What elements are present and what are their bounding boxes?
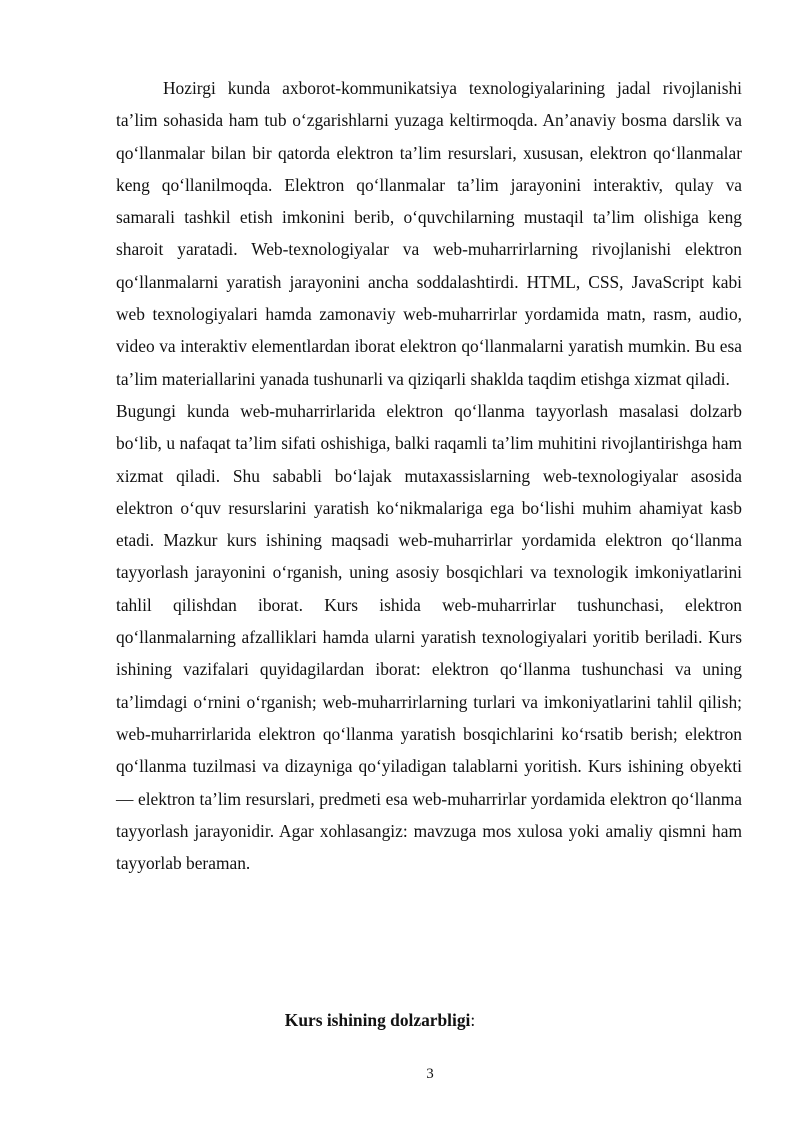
paragraph-relevance: Bugungi kunda web-muharrirlarida elektron qo‘llanma tayyorlash masalasi dolzarb bo‘lib, u nafaqat ta’lim sifati oshishiga, balki raqamli ta’lim muhitini rivojlantirishga ham xizmat qiladi. Shu sababli bo‘lajak mutaxassislarning web-texnologiyalar asosida elektron o‘quv resurslarini yaratish ko‘nikmalariga ega bo‘lishi muhim ahamiyat kasb etadi. Mazkur kurs ishining maqsadi web-muharrirlar yordamida elektron qo‘llanma tayyorlash jarayonini o‘rganish, uning asosiy bosqichlari va texnologik imkoniyatlarini tahlil qilishdan iborat. Kurs ishida web-muharrirlar tushunchasi, elektron qo‘llanmalarning afzalliklari hamda ularni yaratish texnologiyalari yoritib beriladi. Kurs ishining vazifalari quyidagilardan iborat: elektron qo‘llanma tushunchasi va uning ta’limdagi o‘rnini o‘rganish; web-muharrirlarning turlari va imkoniyatlarini tahlil qilish; web-muharrirlarida elektron qo‘llanma yaratish bosqichlarini ko‘rsatib berish; elektron qo‘llanma tuzilmasi va dizayniga qo‘yiladigan talablarni yoritish. Kurs ishining obyekti — elektron ta’lim resurslari, predmeti esa web-muharrirlar yordamida elektron qo‘llanma tayyorlash jarayonidir. Agar xohlasangiz: mavzuga mos xulosa yoki amaliy qismni ham tayyorlab beraman. (116, 400, 742, 874)
body-text (116, 72, 742, 879)
paragraph-intro: Hozirgi kunda axborot-kommunikatsiya texnologiyalarining jadal rivojlanishi ta’lim sohasida ham tub o‘zgarishlarni yuzaga keltirmoqda. An’anaviy bosma darslik va qo‘llanmalar bilan bir qatorda elektron ta’lim resurslari, xususan, elektron qo‘llanmalar keng qo‘llanilmoqda. Elektron qo‘llanmalar ta’lim jarayonini interaktiv, qulay va samarali tashkil etish imkonini berib, o‘quvchilarning mustaqil ta’lim olishiga keng sharoit yaratadi. Web-texnologiyalar va web-muharrirlarning rivojlanishi elektron qo‘llanmalarni yaratish jarayonini ancha soddalashtirdi. HTML, CSS, JavaScript kabi web texnologiyalari hamda zamonaviy web-muharrirlar yordamida matn, rasm, audio, video va interaktiv elementlardan iborat elektron qo‘llanmalarni yaratish mumkin. Bu esa ta’lim materiallarini yanada tushunarli va qiziqarli shaklda taqdim etishga xizmat qiladi. (116, 78, 742, 389)
section-heading-text: Kurs ishining dolzarbligi (284, 1010, 471, 1030)
section-heading-colon: : (470, 1010, 476, 1030)
page-number: 3 (426, 1066, 434, 1082)
section-heading (0, 1006, 760, 1034)
